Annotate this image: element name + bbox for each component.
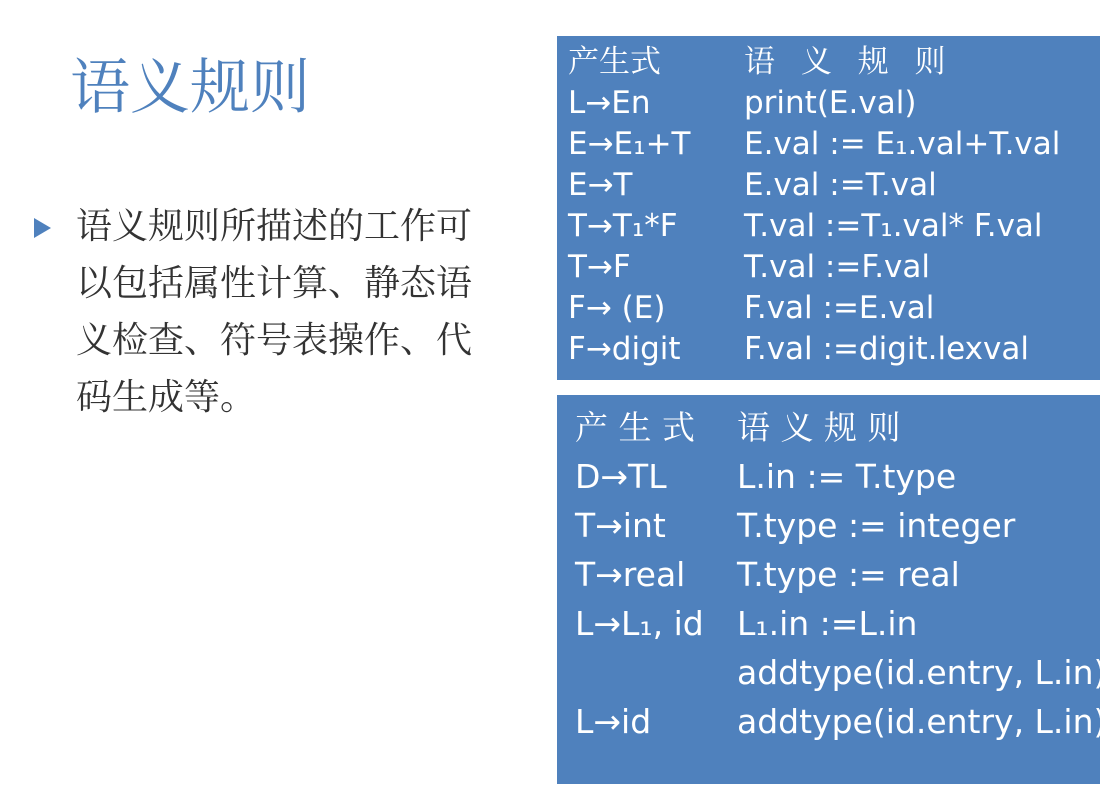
production-cell: E→T bbox=[568, 167, 633, 203]
table-1-header-production: 产生式 bbox=[568, 44, 661, 80]
table-2-header-production: 产 生 式 bbox=[575, 408, 695, 447]
rule-cell: T.type := real bbox=[737, 555, 960, 594]
rule-cell: E.val :=T.val bbox=[744, 167, 937, 203]
table-1-header-rule: 语 义 规 则 bbox=[744, 44, 954, 80]
semantic-rules-table-2 bbox=[557, 395, 1106, 784]
semantic-rules-table-1 bbox=[557, 36, 1100, 380]
slide-title: 语义规则 bbox=[70, 53, 310, 123]
bullet-text: 语义规则所描述的工作可以包括属性计算、静态语义检查、符号表操作、代码生成等。 bbox=[76, 206, 473, 418]
production-cell: F→ (E) bbox=[568, 290, 666, 326]
rule-cell: T.val :=T₁.val* F.val bbox=[744, 208, 1043, 244]
rule-cell: T.val :=F.val bbox=[744, 249, 930, 285]
rule-cell: addtype(id.entry, L.in) bbox=[737, 702, 1106, 741]
production-cell: L→id bbox=[575, 702, 652, 741]
production-cell: L→L₁, id bbox=[575, 604, 704, 643]
production-cell: T→real bbox=[575, 555, 686, 594]
production-cell: D→TL bbox=[575, 457, 667, 496]
production-cell: T→T₁*F bbox=[568, 208, 678, 244]
rule-cell: F.val :=digit.lexval bbox=[744, 331, 1029, 367]
table-2-header-rule: 语 义 规 则 bbox=[737, 408, 901, 447]
rule-cell: L.in := T.type bbox=[737, 457, 957, 496]
production-cell: T→int bbox=[575, 506, 666, 545]
production-cell: E→E₁+T bbox=[568, 126, 691, 162]
rule-cell: E.val := E₁.val+T.val bbox=[744, 126, 1061, 162]
production-cell: F→digit bbox=[568, 331, 681, 367]
production-cell: T→F bbox=[568, 249, 631, 285]
rule-cell: L₁.in :=L.in bbox=[737, 604, 918, 643]
rule-cell: addtype(id.entry, L.in) bbox=[737, 653, 1106, 692]
rule-cell: F.val :=E.val bbox=[744, 290, 935, 326]
production-cell: L→En bbox=[568, 85, 651, 121]
rule-cell: print(E.val) bbox=[744, 85, 917, 121]
rule-cell: T.type := integer bbox=[737, 506, 1016, 545]
bullet-triangle-icon bbox=[34, 218, 51, 238]
